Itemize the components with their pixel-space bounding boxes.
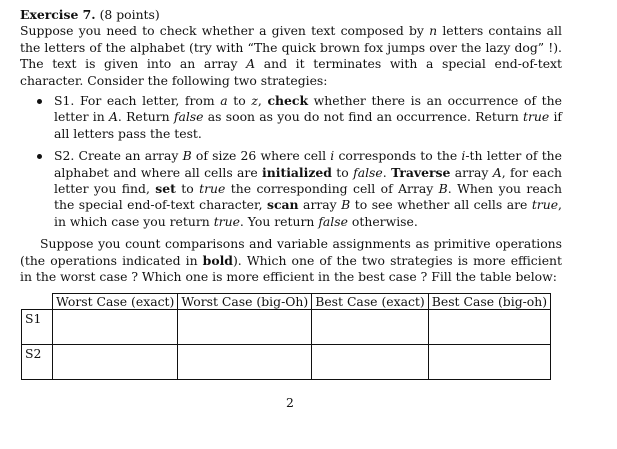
answer-cell-s1-best-exact[interactable]	[312, 310, 429, 345]
exercise-points: (8 points)	[99, 7, 160, 22]
answer-cell-s1-worst-bigoh[interactable]	[178, 310, 312, 345]
results-table	[21, 293, 551, 380]
table-corner-cell	[22, 294, 53, 310]
header-worst-bigoh: Worst Case (big-Oh)	[178, 294, 312, 310]
header-best-bigoh: Best Case (big-oh)	[428, 294, 550, 310]
strategy-s1: S1. For each letter, from a to z, check whether there is an occurrence of the letter in A. Return false as soon as you do not find an occurrence. Return true if all letters pass the test.	[54, 93, 562, 141]
row-label-s2: S2	[22, 345, 53, 380]
page-number: 2	[286, 395, 294, 410]
answer-cell-s2-worst-bigoh[interactable]	[178, 345, 312, 380]
intro-paragraph: Suppose you need to check whether a given text composed by n letters contains all the letters of the alphabet (try with “The quick brown fox jumps over the lazy dog” !). The text is given into an array A and it terminates with a special end-of-text character. Consider the following two strategies:	[20, 23, 562, 88]
exercise-page	[20, 7, 562, 286]
table-row	[22, 345, 551, 380]
answer-cell-s2-best-exact[interactable]	[312, 345, 429, 380]
header-best-exact: Best Case (exact)	[312, 294, 429, 310]
strategy-s2: S2. Create an array B of size 26 where cell i corresponds to the i-th letter of the alphabet and where all cells are initialized to false. Traverse array A, for each letter you find, set to true the corresponding cell of Array B. When you reach the special end-of-text character, scan array B to see whether all cells are true, in which case you return true. You return false otherwise.	[54, 148, 562, 229]
table-row	[22, 310, 551, 345]
answer-cell-s1-worst-exact[interactable]	[53, 310, 178, 345]
answer-cell-s1-best-bigoh[interactable]	[428, 310, 550, 345]
strategy-list	[20, 93, 562, 230]
question-paragraph: Suppose you count comparisons and variable assignments as primitive operations (the operations indicated in bold). Which one of the two strategies is more efficient in the worst case ? Which one is more efficient in the best case ? Fill the table below:	[20, 236, 562, 285]
answer-cell-s2-worst-exact[interactable]	[53, 345, 178, 380]
exercise-heading	[20, 7, 562, 23]
header-worst-exact: Worst Case (exact)	[53, 294, 178, 310]
table-header-row	[22, 294, 551, 310]
exercise-title: Exercise 7.	[20, 7, 96, 22]
answer-cell-s2-best-bigoh[interactable]	[428, 345, 550, 380]
row-label-s1: S1	[22, 310, 53, 345]
